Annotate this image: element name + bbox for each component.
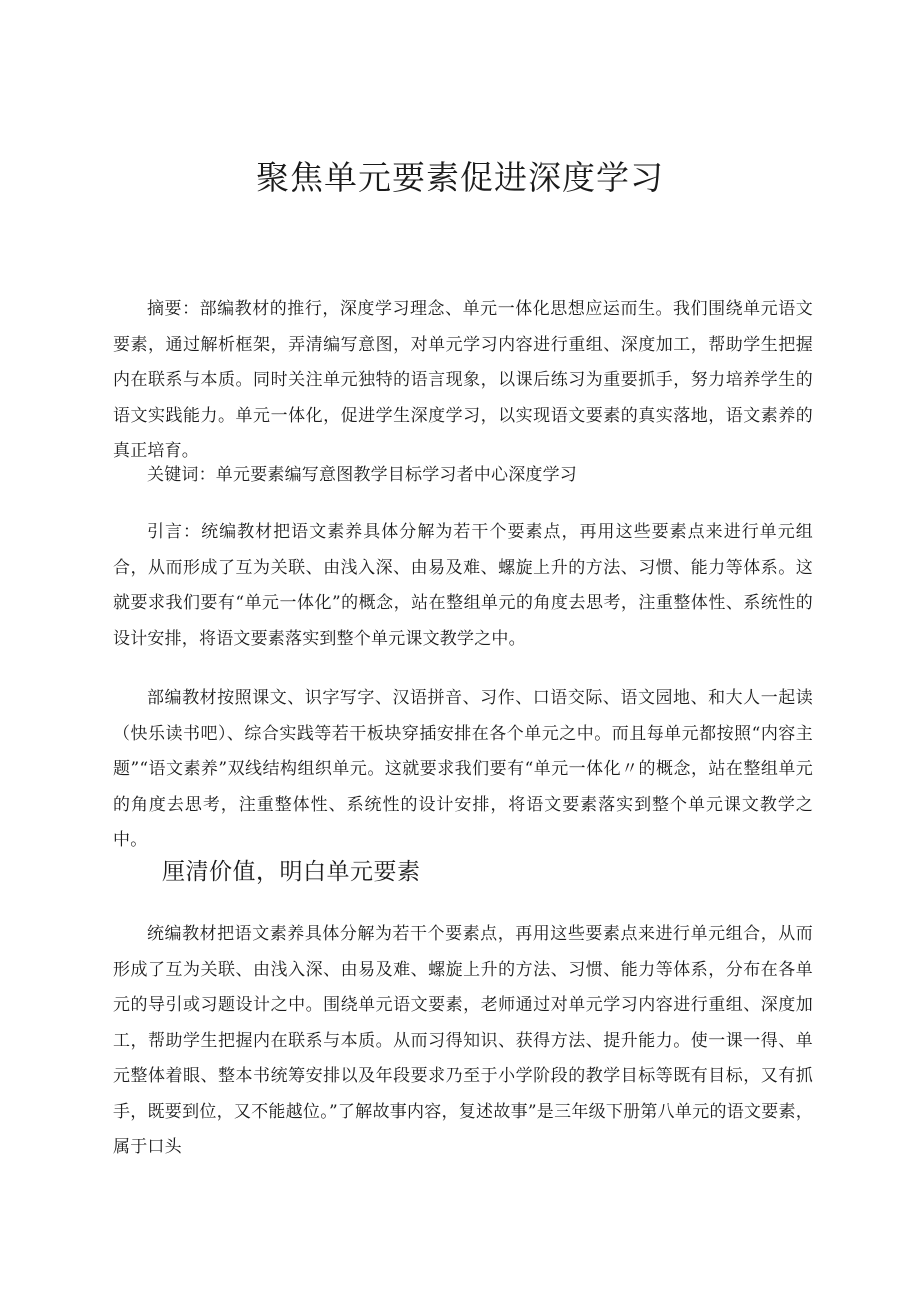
- document-title: 聚焦单元要素促进深度学习: [256, 158, 664, 197]
- textbook-structure-paragraph: 部编教材按照课文、识字写字、汉语拼音、习作、口语交际、语文园地、和大人一起读（快乐读书吧）、综合实践等若干板块穿插安排在各个单元之中。而且每单元都按照“内容主题”“语文素养”双线结构组织单元。这就要求我们要有“单元一体化〃的概念，站在整组单元的角度去思考，注重整体性、系统性的设计安排，将语文要素落实到整个单元课文教学之中。: [113, 688, 813, 850]
- section-heading: 厘清价值，明白单元要素: [162, 859, 421, 885]
- abstract-paragraph: 摘要：部编教材的推行，深度学习理念、单元一体化思想应运而生。我们围绕单元语文要素，通过解析框架，弄清编写意图，对单元学习内容进行重组、深度加工，帮助学生把握内在联系与本质。同时关注单元独特的语言现象，以课后练习为重要抓手，努力培养学生的语文实践能力。单元一体化，促进学生深度学习，以实现语文要素的真实落地，语文素养的真正培育。: [113, 299, 813, 461]
- body-paragraph: 统编教材把语文素养具体分解为若干个要素点，再用这些要素点来进行单元组合，从而形成了互为关联、由浅入深、由易及难、螺旋上升的方法、习惯、能力等体系，分布在各单元的导引或习题设计之中。围绕单元语文要素，老师通过对单元学习内容进行重组、深度加工，帮助学生把握内在联系与本质。从而习得知识、获得方法、提升能力。使一课一得、单元整体着眼、整本书统筹安排以及年段要求乃至于小学阶段的教学目标等既有目标，又有抓手，既要到位，又不能越位。”了解故事内容，复述故事”是三年级下册第八单元的语文要素，属于口头: [113, 924, 813, 1157]
- keywords-paragraph: 关键词：单元要素编写意图教学目标学习者中心深度学习: [147, 465, 577, 485]
- intro-paragraph: 引言：统编教材把语文素养具体分解为若干个要素点，再用这些要素点来进行单元组合，从而形成了互为关联、由浅入深、由易及难、螺旋上升的方法、习惯、能力等体系。这就要求我们要有“单元一体化”的概念，站在整组单元的角度去思考，注重整体性、系统性的设计安排，将语文要素落实到整个单元课文教学之中。: [113, 522, 813, 649]
